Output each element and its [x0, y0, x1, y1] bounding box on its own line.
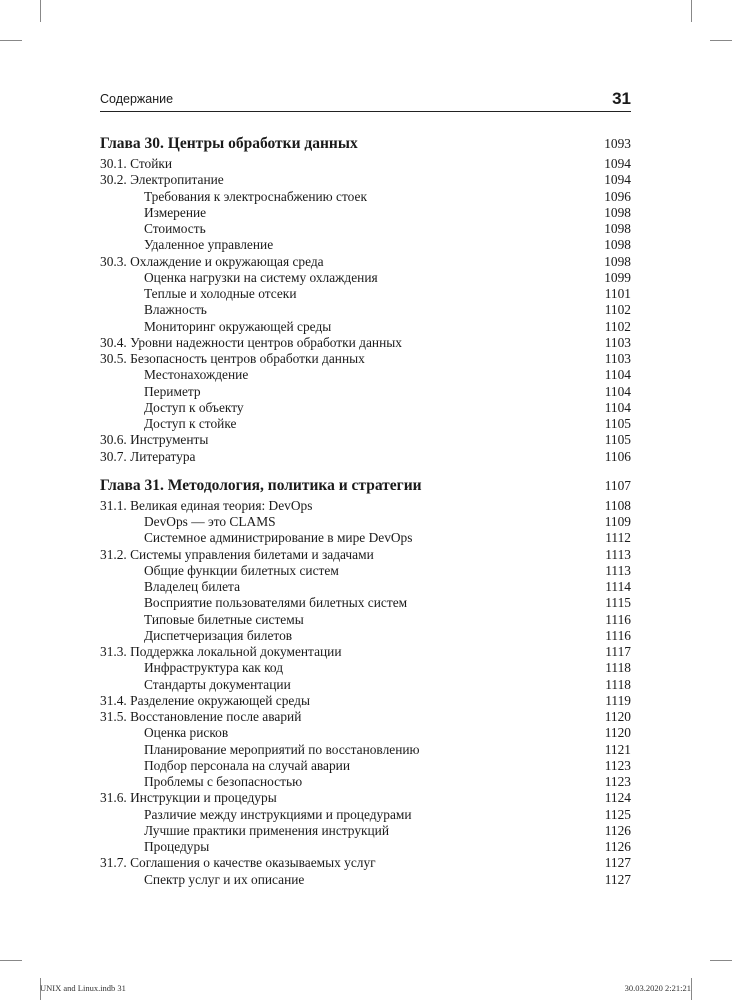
toc-entry	[100, 563, 631, 579]
toc-entry	[100, 839, 631, 855]
toc-entry	[100, 823, 631, 839]
toc-entry-title: 31.7. Соглашения о качестве оказываемых услуг	[100, 855, 376, 871]
crop-mark	[0, 960, 22, 961]
toc-entry-title: Доступ к объекту	[144, 399, 244, 415]
crop-mark	[710, 960, 732, 961]
crop-mark	[691, 0, 692, 22]
toc-entry-title: Подбор персонала на случай аварии	[144, 757, 351, 773]
toc-entry-title: 31.3. Поддержка локальной документации	[100, 644, 342, 659]
toc-entry	[100, 742, 631, 758]
toc-entry	[100, 335, 631, 351]
toc-entry-page: 1116	[605, 627, 631, 643]
toc-entry	[100, 367, 631, 383]
toc-entry-page: 1120	[604, 725, 631, 741]
toc-entry-title: Требования к электроснабжению стоек	[144, 188, 367, 204]
toc-entry-page: 1113	[605, 562, 631, 578]
toc-entry-title: 30.4. Уровни надежности центров обработки данных	[100, 334, 402, 350]
toc-entry	[100, 547, 631, 563]
toc-entry-page: 1113	[605, 546, 631, 562]
toc-entry-page: 1123	[604, 774, 631, 789]
toc-entry	[100, 530, 631, 546]
toc-entry-page: 1116	[605, 611, 631, 627]
toc-entry-page: 1126	[604, 839, 631, 854]
toc-entry-title: Проблемы с безопасностью	[144, 774, 303, 789]
toc-entry	[100, 693, 631, 709]
toc-entry	[100, 644, 631, 660]
toc-entry-page: 1096	[604, 188, 631, 204]
toc-entry-page: 1118	[605, 660, 631, 676]
toc-entry-title: Стандарты документации	[144, 676, 291, 692]
toc-entry	[100, 628, 631, 644]
toc-entry-title: 31.5. Восстановление после аварий	[100, 709, 302, 724]
crop-mark	[710, 40, 732, 41]
toc-entry-page: 1102	[604, 302, 631, 318]
toc-entry-title: Влажность	[144, 302, 207, 318]
toc-entry-title: Мониторинг окружающей среды	[144, 318, 332, 334]
toc-entry-page: 1119	[605, 692, 631, 708]
toc-entry	[100, 725, 631, 741]
toc-chapter-entry	[100, 134, 631, 154]
toc-entry-page: 1098	[604, 204, 631, 220]
toc-entry-page: 1127	[604, 855, 631, 871]
toc-entry	[100, 189, 631, 205]
toc-entry-page: 1103	[604, 334, 631, 350]
toc-entry	[100, 384, 631, 400]
toc-entry	[100, 254, 631, 270]
toc-entry-page: 1127	[604, 871, 631, 887]
toc-entry	[100, 790, 631, 806]
toc-entry-title: Измерение	[144, 204, 207, 220]
toc-entry-page: 1098	[604, 253, 631, 269]
toc-entry-title: 30.3. Охлаждение и окружающая среда	[100, 253, 324, 269]
toc-entry-page: 1099	[604, 269, 631, 285]
print-slug-timestamp: 30.03.2020 2:21:21	[624, 983, 691, 993]
toc-entry-title: Удаленное управление	[144, 237, 274, 253]
toc-entry-title: 31.1. Великая единая теория: DevOps	[100, 497, 313, 513]
toc-entry-page: 1102	[604, 318, 631, 334]
toc-entry	[100, 400, 631, 416]
toc-entry-title: Оценка нагрузки на систему охлаждения	[144, 269, 378, 285]
toc-entry-page: 1114	[605, 579, 631, 594]
toc-entry-title: Различие между инструкциями и процедурами	[144, 806, 412, 822]
toc-entry-title: Глава 31. Методология, политика и стратегии	[100, 476, 422, 494]
toc-entry	[100, 774, 631, 790]
toc-entry	[100, 855, 631, 871]
toc-entry	[100, 432, 631, 448]
toc-entry-page: 1121	[604, 741, 631, 757]
toc-entry-page: 1123	[604, 757, 631, 773]
toc-entry	[100, 612, 631, 628]
toc-entry-title: Планирование мероприятий по восстановлению	[144, 741, 420, 757]
toc-entry-title: Глава 30. Центры обработки данных	[100, 135, 358, 152]
toc-chapter-entry	[100, 476, 631, 496]
toc-entry-title: 30.5. Безопасность центров обработки данных	[100, 351, 365, 366]
toc-entry	[100, 172, 631, 188]
toc-entry	[100, 416, 631, 432]
toc-entry-page: 1101	[604, 286, 631, 301]
toc-entry-page: 1104	[604, 399, 631, 415]
toc-entry	[100, 498, 631, 514]
toc-entry	[100, 660, 631, 676]
toc-entry	[100, 205, 631, 221]
toc-entry-page: 1094	[604, 156, 631, 171]
toc-entry-title: Владелец билета	[144, 579, 241, 594]
toc-entry-title: Общие функции билетных систем	[144, 562, 339, 578]
toc-entry-title: Местонахождение	[144, 367, 249, 383]
toc-entry	[100, 319, 631, 335]
toc-entry-title: Лучшие практики применения инструкций	[144, 822, 390, 838]
toc-entry-page: 1093	[604, 136, 631, 151]
toc-entry-title: Восприятие пользователями билетных систем	[144, 595, 408, 611]
toc-entry-page: 1125	[604, 806, 631, 822]
toc-entry	[100, 677, 631, 693]
toc-entry	[100, 807, 631, 823]
toc-entry	[100, 709, 631, 725]
toc-entry-page: 1108	[604, 497, 631, 513]
header-rule	[100, 111, 631, 112]
toc-entry-title: Системное администрирование в мире DevOps	[144, 530, 413, 546]
toc-entry-title: 31.2. Системы управления билетами и задачами	[100, 546, 374, 562]
toc-entry	[100, 286, 631, 302]
toc-entry-page: 1105	[604, 416, 631, 431]
toc-entry-page: 1118	[605, 676, 631, 692]
toc-entry	[100, 221, 631, 237]
toc-entry	[100, 270, 631, 286]
toc-entry	[100, 237, 631, 253]
toc-entry	[100, 156, 631, 172]
toc-entry-title: Стоимость	[144, 221, 206, 236]
toc-entry-title: 30.7. Литература	[100, 448, 196, 464]
toc-entry-title: 30.2. Электропитание	[100, 172, 224, 188]
toc-entry-page: 1104	[604, 367, 631, 383]
toc-entry	[100, 872, 631, 888]
toc-entry-page: 1106	[604, 448, 631, 464]
crop-mark	[0, 40, 22, 41]
toc-entry-title: Спектр услуг и их описание	[144, 871, 305, 887]
toc-entry	[100, 579, 631, 595]
toc-entry-page: 1107	[604, 477, 631, 493]
toc-entry-page: 1124	[604, 790, 631, 806]
toc-entry-title: DevOps — это CLAMS	[144, 514, 276, 529]
toc-entry-page: 1103	[604, 351, 631, 366]
toc-entry-page: 1120	[604, 709, 631, 724]
toc-entry-title: 30.6. Инструменты	[100, 432, 209, 448]
toc-entry	[100, 302, 631, 318]
toc-entry-title: Диспетчеризация билетов	[144, 627, 293, 643]
toc-entry-page: 1109	[604, 514, 631, 529]
toc-entry-page: 1115	[605, 595, 631, 611]
toc-entry-page: 1105	[604, 432, 631, 448]
toc-entry-page: 1098	[604, 237, 631, 253]
toc-entry-page: 1117	[605, 644, 631, 659]
print-slug-file: UNIX and Linux.indb 31	[40, 983, 126, 993]
toc-entry-title: Типовые билетные системы	[144, 611, 304, 627]
toc-entry	[100, 758, 631, 774]
running-head-section: Содержание	[100, 92, 174, 106]
toc-entry-title: Процедуры	[144, 839, 210, 854]
toc-entry-page: 1126	[604, 822, 631, 838]
toc-entry-title: 30.1. Стойки	[100, 156, 173, 171]
toc-entry-title: Инфраструктура как код	[144, 660, 284, 676]
toc-entry-title: Оценка рисков	[144, 725, 229, 741]
toc-entry-page: 1104	[604, 383, 631, 399]
page-number: 31	[612, 89, 631, 108]
crop-mark	[691, 978, 692, 1000]
toc-entry-page: 1112	[605, 530, 631, 546]
toc-entry-title: Доступ к стойке	[144, 416, 237, 431]
toc-entry-page: 1098	[604, 221, 631, 236]
toc-entry	[100, 514, 631, 530]
toc-entry	[100, 595, 631, 611]
toc-entry-page: 1094	[604, 172, 631, 188]
toc-entry-title: 31.4. Разделение окружающей среды	[100, 692, 310, 708]
toc-entry	[100, 449, 631, 465]
toc-entry-title: Периметр	[144, 383, 201, 399]
toc-entry-title: Теплые и холодные отсеки	[144, 286, 297, 301]
toc-entry	[100, 351, 631, 367]
toc-entry-title: 31.6. Инструкции и процедуры	[100, 790, 277, 806]
crop-mark	[40, 0, 41, 22]
running-head	[100, 91, 631, 109]
